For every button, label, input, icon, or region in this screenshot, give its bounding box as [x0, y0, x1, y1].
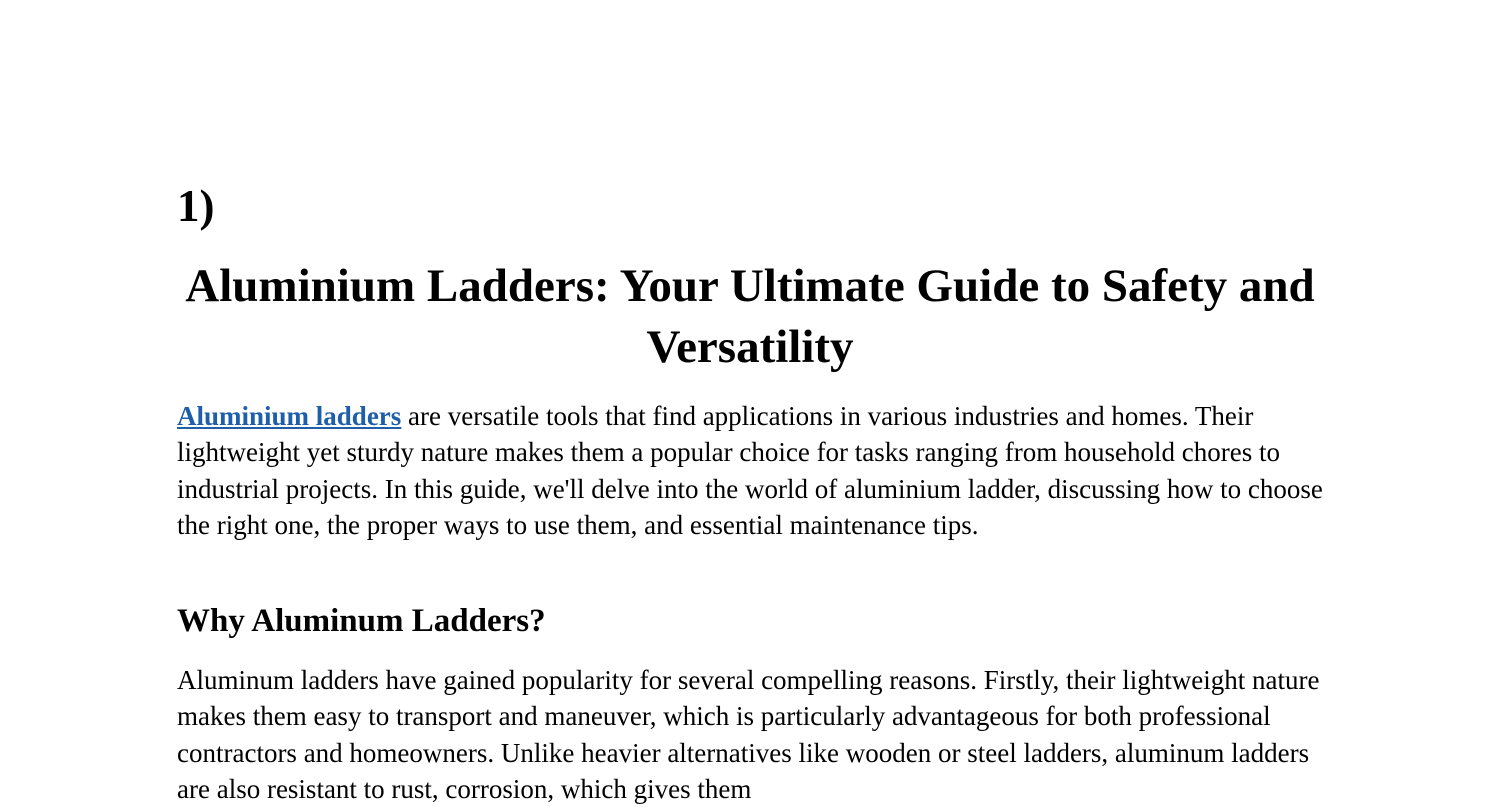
page-title: Aluminium Ladders: Your Ultimate Guide to Safety and Versatility — [185, 260, 1315, 373]
section-number: 1) — [177, 181, 215, 231]
why-aluminum-heading: Why Aluminum Ladders? — [177, 603, 546, 639]
intro-paragraph — [177, 398, 1337, 543]
why-aluminum-paragraph: Aluminum ladders have gained popularity for several compelling reasons. Firstly, their lightweight nature makes them easy to transport and maneuver, which is particularly advantageous for both professional contractors and homeowners. Unlike heavier alternatives like wooden or steel ladders, aluminum ladders are also resistant to rust, corrosion, which gives them — [177, 665, 1320, 804]
intro-text: are versatile tools that find applications in various industries and homes. Their lightweight yet sturdy nature makes them a popular choice for tasks ranging from household chores to industrial projects. In this guide, we'll delve into the world of aluminium ladder, discussing how to choose the right one, the proper ways to use them, and essential maintenance tips. — [177, 401, 1323, 540]
aluminium-ladders-link[interactable]: Aluminium ladders — [177, 401, 402, 431]
